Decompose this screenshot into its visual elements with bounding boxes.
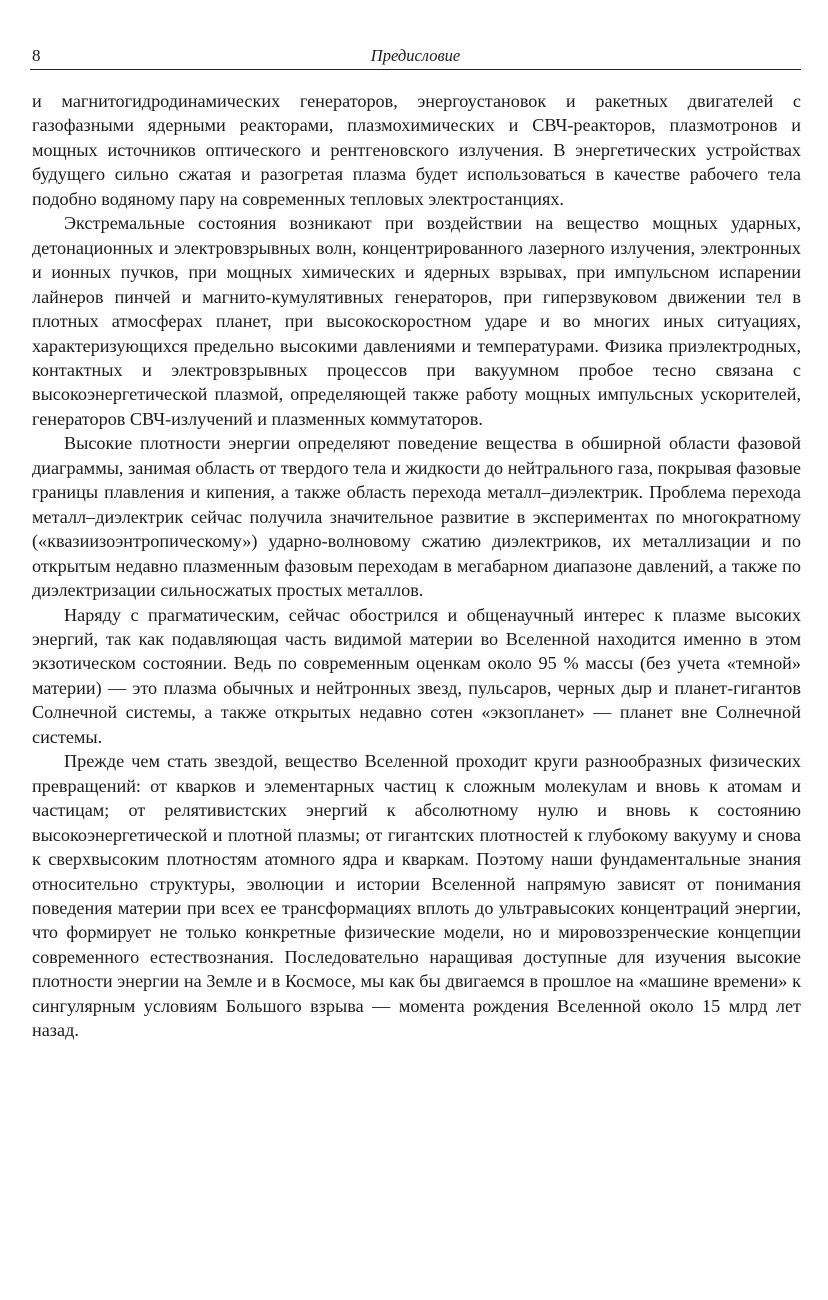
body-text [32,89,801,1043]
paragraph: Прежде чем стать звездой, вещество Вселенной проходит круги разнообразных физических превращений: от кварков и элементарных частиц к сложным молекулам и вновь к атомам и частицам; от релятивистских энергий к абсолютному нулю и вновь к состоянию высокоэнергетической и плотной плазмы; от гигантских плотностей к глубокому вакууму и снова к сверхвысоким плотностям атомного ядра и кваркам. Поэтому наши фундаментальные знания относительно структуры, эволюции и истории Вселенной напрямую зависят от понимания поведения материи при всех ее трансформациях вплоть до ультравысоких концентраций энергии, что формирует не только конкретные физические модели, но и мировоззренческие концепции современного естествознания. Последовательно наращивая доступные для изучения высокие плотности энергии на Земле и в Космосе, мы как бы двигаемся в прошлое на «машине времени» к сингулярным условиям Большого взрыва — момента рождения Вселенной около 15 млрд лет назад. [32,751,801,1041]
paragraph: Экстремальные состояния возникают при воздействии на вещество мощных ударных, детонационных и электровзрывных волн, концентрированного лазерного излучения, электронных и ионных пучков, при мощных химических и ядерных взрывах, при импульсном испарении лайнеров пинчей и магнито-кумулятивных генераторов, при гиперзвуковом движении тел в плотных атмосферах планет, при высокоскоростном ударе и во многих иных ситуациях, характеризующихся предельно высокими давлениями и температурами. Физика приэлектродных, контактных и электровзрывных процессов при вакуумном пробое тесно связана с высокоэнергетической плазмой, определяющей также работу мощных импульсных ускорителей, генераторов СВЧ-излучений и плазменных коммутаторов. [32,213,801,429]
page-number: 8 [32,46,41,65]
running-title: Предисловие [370,46,461,65]
page-header [30,44,801,70]
paragraph: Наряду с прагматическим, сейчас обострился и общенаучный интерес к плазме высоких энергий, так как подавляющая часть видимой материи во Вселенной находится именно в этом экзотическом состоянии. Ведь по современным оценкам около 95 % массы (без учета «темной» материи) — это плазма обычных и нейтронных звезд, пульсаров, черных дыр и планет-гигантов Солнечной системы, а также открытых недавно сотен «экзопланет» — планет вне Солнечной системы. [32,604,801,747]
paragraph: и магнитогидродинамических генераторов, энергоустановок и ракетных двигателей с газофазными ядерными реакторами, плазмохимических и СВЧ-реакторов, плазмотронов и мощных источников оптического и рентгеновского излучения. В энергетических устройствах будущего сильно сжатая и разогретая плазма будет использоваться в качестве рабочего тела подобно водяному пару на современных тепловых электростанциях. [32,91,801,209]
paragraph: Высокие плотности энергии определяют поведение вещества в обширной области фазовой диаграммы, занимая область от твердого тела и жидкости до нейтрального газа, покрывая фазовые границы плавления и кипения, а также область перехода металл–диэлектрик. Проблема перехода металл–диэлектрик сейчас получила значительное развитие в экспериментах по многократному («квазиизоэнтропическому») ударно-волновому сжатию диэлектриков, их металлизации и по открытым недавно плазменным фазовым переходам в мегабарном диапазоне давлений, а также по диэлектризации сильносжатых простых металлов. [32,433,801,601]
